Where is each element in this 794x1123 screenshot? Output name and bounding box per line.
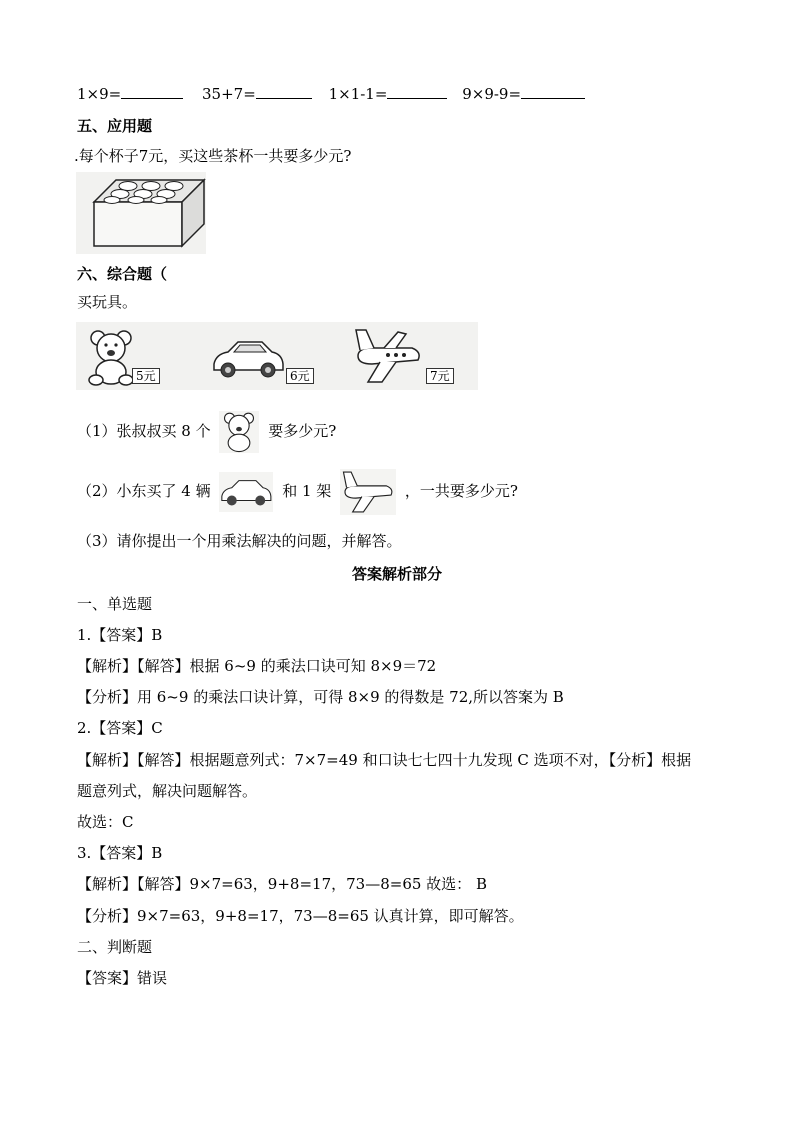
answer-1-analysis: 【分析】用 6~9 的乘法口诀计算，可得 8×9 的得数是 72,所以答案为 B: [77, 688, 564, 706]
q1-suffix: 要多少元?: [268, 422, 337, 440]
calc-row: [77, 84, 595, 104]
plane-thumb: [340, 469, 396, 515]
q2-suffix: ，一共要多少元?: [404, 482, 518, 500]
plane-price-tag: 7元: [426, 368, 454, 384]
bear-thumb: [219, 411, 259, 453]
bear-icon: [86, 328, 136, 386]
q1-prefix: （1）张叔叔买 8 个: [77, 422, 211, 440]
teacup-box-image: [76, 172, 206, 254]
plane-icon: [352, 326, 424, 386]
answer-2-explain-1: 【解析】【解答】根据题意列式：7×7=49 和口诀七七四十九发现 C 选项不对，【分析】根据: [77, 751, 692, 769]
q2-prefix: （2）小东买了 4 辆: [77, 482, 211, 500]
answer-1: 1.【答案】B: [77, 626, 163, 644]
answer-1-explain: 【解析】【解答】根据 6~9 的乘法口诀可知 8×9＝72: [77, 657, 437, 675]
section5-question: .每个杯子7元，买这些茶杯一共要多少元?: [74, 147, 352, 165]
answer-2: 2.【答案】C: [77, 719, 163, 737]
car-price-tag: 6元: [286, 368, 314, 384]
car-icon: [219, 472, 273, 512]
answer-2-explain-2: 题意列式，解决问题解答。: [77, 782, 258, 800]
answers-part1: 一、单选题: [77, 595, 153, 613]
section5-title: 五、应用题: [77, 117, 153, 135]
car-thumb: [219, 472, 273, 512]
bear-price-tag: 5元: [132, 368, 160, 384]
section6-q2: [77, 468, 518, 515]
answer-3-analysis: 【分析】9×7=63，9+8=17，73—8=65 认真计算，即可解答。: [77, 907, 524, 925]
calc-q1: 1×9=: [77, 85, 183, 103]
answers-heading: 答案解析部分: [351, 565, 442, 583]
calc-q3: 1×1-1=: [329, 85, 448, 103]
section6-intro: 买玩具。: [77, 293, 138, 311]
calc-q4: 9×9-9=: [462, 85, 585, 103]
answers-part2: 二、判断题: [77, 938, 153, 956]
judge-answer-1: 【答案】错误: [77, 969, 168, 987]
section6-q1: [77, 410, 336, 453]
section6-q3: （3）请你提出一个用乘法解决的问题，并解答。: [77, 532, 402, 550]
answer-3-explain: 【解析】【解答】9×7=63，9+8=17，73—8=65 故选： B: [77, 875, 487, 893]
calc-q2: 35+7=: [202, 85, 312, 103]
plane-icon: [340, 469, 396, 515]
answer-2-choice: 故选：C: [77, 813, 134, 831]
car-icon: [210, 336, 286, 380]
answer-3: 3.【答案】B: [77, 844, 163, 862]
q2-mid: 和 1 架: [282, 482, 332, 500]
bear-icon: [219, 411, 259, 453]
toys-image: [76, 322, 478, 390]
section6-title: 六、综合题（: [77, 265, 168, 283]
